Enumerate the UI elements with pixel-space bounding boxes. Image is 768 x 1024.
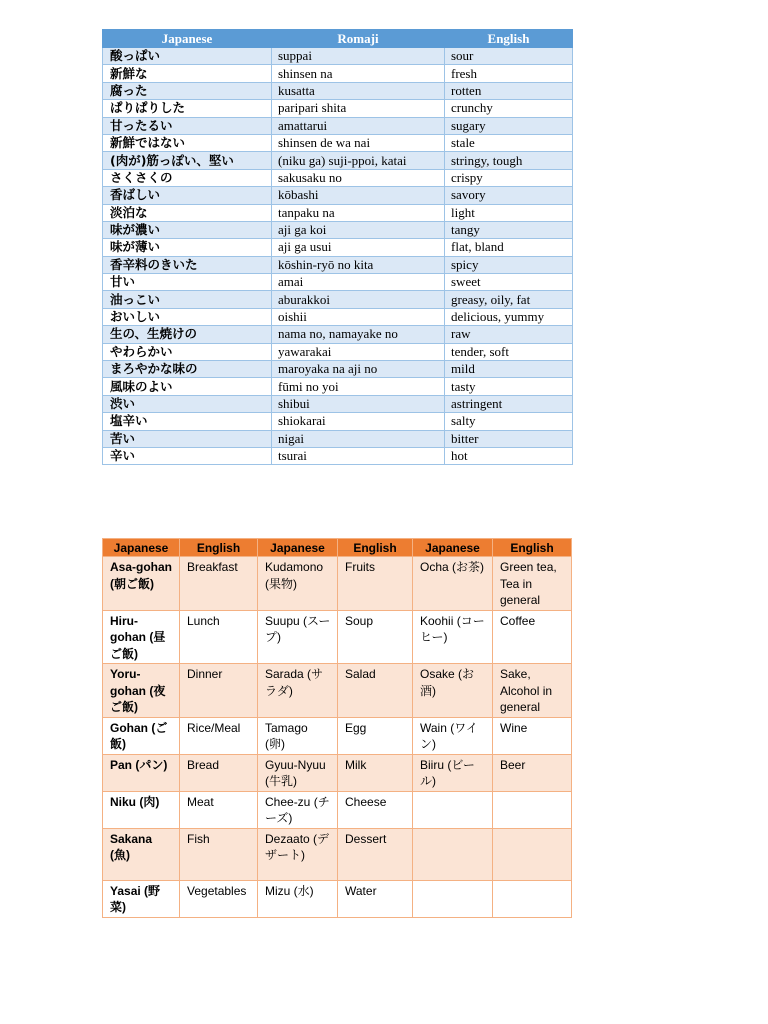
taste-romaji-cell: aji ga usui [272, 239, 445, 256]
drink-english-cell: Coffee [493, 610, 572, 664]
taste-japanese-cell: やわらかい [103, 343, 272, 360]
taste-romaji-cell: kusatta [272, 82, 445, 99]
food-japanese-cell: Yasai (野菜) [103, 880, 180, 917]
taste-english-cell: sugary [445, 117, 573, 134]
food-japanese-cell: Gyuu-Nyuu (牛乳) [258, 754, 338, 791]
taste-table-row [103, 413, 573, 430]
food-english-cell: Dessert [338, 828, 413, 880]
taste-table-row [103, 291, 573, 308]
taste-japanese-cell: 風味のよい [103, 378, 272, 395]
food-table-row [103, 791, 572, 828]
taste-japanese-cell: 新鮮ではない [103, 134, 272, 151]
food-english-cell: Fruits [338, 557, 413, 611]
food-english-cell: Water [338, 880, 413, 917]
taste-romaji-cell: fūmi no yoi [272, 378, 445, 395]
taste-romaji-cell: yawarakai [272, 343, 445, 360]
taste-japanese-cell: 生の、生焼けの [103, 326, 272, 343]
food-header-english-2: English [338, 539, 413, 557]
taste-japanese-cell: 新鮮な [103, 65, 272, 82]
food-japanese-cell: Pan (パン) [103, 754, 180, 791]
taste-english-cell: mild [445, 361, 573, 378]
drink-japanese-cell: Biiru (ビール) [413, 754, 493, 791]
taste-table-row [103, 343, 573, 360]
taste-table-row [103, 239, 573, 256]
drink-japanese-cell [413, 791, 493, 828]
taste-english-cell: light [445, 204, 573, 221]
taste-romaji-cell: kōshin-ryō no kita [272, 256, 445, 273]
food-japanese-cell: Kudamono (果物) [258, 557, 338, 611]
food-table-row [103, 754, 572, 791]
taste-english-cell: salty [445, 413, 573, 430]
taste-english-cell: fresh [445, 65, 573, 82]
food-english-cell: Rice/Meal [180, 717, 258, 754]
taste-japanese-cell: 淡泊な [103, 204, 272, 221]
food-japanese-cell: Tamago (卵) [258, 717, 338, 754]
taste-romaji-cell: nigai [272, 430, 445, 447]
taste-romaji-cell: amattarui [272, 117, 445, 134]
taste-table-row [103, 65, 573, 82]
taste-japanese-cell: 油っこい [103, 291, 272, 308]
food-english-cell: Egg [338, 717, 413, 754]
food-english-cell: Vegetables [180, 880, 258, 917]
taste-table-row [103, 221, 573, 238]
drink-english-cell [493, 828, 572, 880]
taste-table-row [103, 100, 573, 117]
taste-table-header-row [103, 30, 573, 48]
food-japanese-cell: Sakana (魚) [103, 828, 180, 880]
food-english-cell: Lunch [180, 610, 258, 664]
taste-table-row [103, 152, 573, 169]
taste-japanese-cell: 酸っぱい [103, 48, 272, 65]
taste-table-row [103, 395, 573, 412]
taste-japanese-cell: さくさくの [103, 169, 272, 186]
taste-romaji-cell: suppai [272, 48, 445, 65]
food-table-header-row [103, 539, 572, 557]
taste-table-row [103, 134, 573, 151]
food-vocabulary-table [102, 538, 572, 918]
taste-table-row [103, 308, 573, 325]
taste-english-cell: sour [445, 48, 573, 65]
taste-english-cell: savory [445, 187, 573, 204]
taste-english-cell: hot [445, 447, 573, 464]
taste-english-cell: astringent [445, 395, 573, 412]
food-japanese-cell: Niku (肉) [103, 791, 180, 828]
taste-japanese-cell: 塩辛い [103, 413, 272, 430]
taste-romaji-cell: shinsen de wa nai [272, 134, 445, 151]
taste-table-row [103, 447, 573, 464]
drink-japanese-cell: Osake (お酒) [413, 664, 493, 718]
taste-table-row [103, 117, 573, 134]
taste-romaji-cell: sakusaku no [272, 169, 445, 186]
drink-english-cell: Wine [493, 717, 572, 754]
taste-table-row [103, 204, 573, 221]
taste-japanese-cell: 味が濃い [103, 221, 272, 238]
taste-table-row [103, 274, 573, 291]
food-header-japanese-3: Japanese [413, 539, 493, 557]
taste-header-japanese: Japanese [103, 30, 272, 48]
taste-english-cell: tangy [445, 221, 573, 238]
food-english-cell: Breakfast [180, 557, 258, 611]
taste-japanese-cell: 辛い [103, 447, 272, 464]
food-english-cell: Dinner [180, 664, 258, 718]
taste-romaji-cell: aburakkoi [272, 291, 445, 308]
taste-table-row [103, 82, 573, 99]
food-table-row [103, 664, 572, 718]
taste-table-row [103, 256, 573, 273]
taste-table-row [103, 187, 573, 204]
food-english-cell: Soup [338, 610, 413, 664]
food-header-japanese-1: Japanese [103, 539, 180, 557]
drink-japanese-cell [413, 880, 493, 917]
food-japanese-cell: Dezaato (デザート) [258, 828, 338, 880]
taste-english-cell: crispy [445, 169, 573, 186]
drink-english-cell: Green tea, Tea in general [493, 557, 572, 611]
taste-japanese-cell: 腐った [103, 82, 272, 99]
food-table-row [103, 717, 572, 754]
taste-table-row [103, 169, 573, 186]
taste-japanese-cell: 苦い [103, 430, 272, 447]
taste-english-cell: delicious, yummy [445, 308, 573, 325]
taste-table-row [103, 378, 573, 395]
food-english-cell: Meat [180, 791, 258, 828]
taste-table-row [103, 48, 573, 65]
taste-header-english: English [445, 30, 573, 48]
food-english-cell: Milk [338, 754, 413, 791]
taste-romaji-cell: kōbashi [272, 187, 445, 204]
food-english-cell: Bread [180, 754, 258, 791]
food-japanese-cell: Asa-gohan (朝ご飯) [103, 557, 180, 611]
taste-english-cell: stringy, tough [445, 152, 573, 169]
food-japanese-cell: Chee-zu (チーズ) [258, 791, 338, 828]
taste-romaji-cell: amai [272, 274, 445, 291]
taste-romaji-cell: oishii [272, 308, 445, 325]
drink-japanese-cell: Wain (ワイン) [413, 717, 493, 754]
drink-japanese-cell: Ocha (お茶) [413, 557, 493, 611]
taste-romaji-cell: tanpaku na [272, 204, 445, 221]
taste-japanese-cell: 香辛料のきいた [103, 256, 272, 273]
taste-vocabulary-table [102, 29, 573, 465]
taste-english-cell: tasty [445, 378, 573, 395]
drink-english-cell [493, 791, 572, 828]
taste-romaji-cell: (niku ga) suji-ppoi, katai [272, 152, 445, 169]
taste-romaji-cell: maroyaka na aji no [272, 361, 445, 378]
taste-english-cell: sweet [445, 274, 573, 291]
taste-japanese-cell: 甘い [103, 274, 272, 291]
taste-japanese-cell: ぱりぱりした [103, 100, 272, 117]
food-table-row [103, 557, 572, 611]
taste-romaji-cell: shiokarai [272, 413, 445, 430]
drink-japanese-cell [413, 828, 493, 880]
taste-table-row [103, 326, 573, 343]
drink-japanese-cell: Koohii (コーヒー) [413, 610, 493, 664]
food-japanese-cell: Suupu (スープ) [258, 610, 338, 664]
food-header-english-3: English [493, 539, 572, 557]
taste-english-cell: raw [445, 326, 573, 343]
taste-english-cell: flat, bland [445, 239, 573, 256]
drink-english-cell [493, 880, 572, 917]
taste-english-cell: tender, soft [445, 343, 573, 360]
taste-table-row [103, 430, 573, 447]
taste-english-cell: crunchy [445, 100, 573, 117]
taste-table-row [103, 361, 573, 378]
taste-romaji-cell: shibui [272, 395, 445, 412]
food-japanese-cell: Gohan (ご飯) [103, 717, 180, 754]
taste-romaji-cell: nama no, namayake no [272, 326, 445, 343]
taste-japanese-cell: まろやかな味の [103, 361, 272, 378]
taste-english-cell: bitter [445, 430, 573, 447]
drink-english-cell: Beer [493, 754, 572, 791]
taste-english-cell: greasy, oily, fat [445, 291, 573, 308]
taste-japanese-cell: 甘ったるい [103, 117, 272, 134]
taste-japanese-cell: 味が薄い [103, 239, 272, 256]
food-japanese-cell: Hiru-gohan (昼ご飯) [103, 610, 180, 664]
taste-english-cell: rotten [445, 82, 573, 99]
food-english-cell: Fish [180, 828, 258, 880]
food-japanese-cell: Yoru-gohan (夜ご飯) [103, 664, 180, 718]
food-header-japanese-2: Japanese [258, 539, 338, 557]
food-table-row [103, 610, 572, 664]
taste-japanese-cell: 渋い [103, 395, 272, 412]
food-japanese-cell: Mizu (水) [258, 880, 338, 917]
food-english-cell: Cheese [338, 791, 413, 828]
taste-japanese-cell: 香ばしい [103, 187, 272, 204]
taste-romaji-cell: aji ga koi [272, 221, 445, 238]
food-table-row [103, 828, 572, 880]
taste-romaji-cell: paripari shita [272, 100, 445, 117]
taste-english-cell: stale [445, 134, 573, 151]
drink-english-cell: Sake, Alcohol in general [493, 664, 572, 718]
taste-english-cell: spicy [445, 256, 573, 273]
taste-header-romaji: Romaji [272, 30, 445, 48]
taste-romaji-cell: shinsen na [272, 65, 445, 82]
taste-romaji-cell: tsurai [272, 447, 445, 464]
taste-japanese-cell: おいしい [103, 308, 272, 325]
food-header-english-1: English [180, 539, 258, 557]
food-table-row [103, 880, 572, 917]
food-english-cell: Salad [338, 664, 413, 718]
food-japanese-cell: Sarada (サラダ) [258, 664, 338, 718]
taste-japanese-cell: (肉が)筋っぽい、堅い [103, 152, 272, 169]
